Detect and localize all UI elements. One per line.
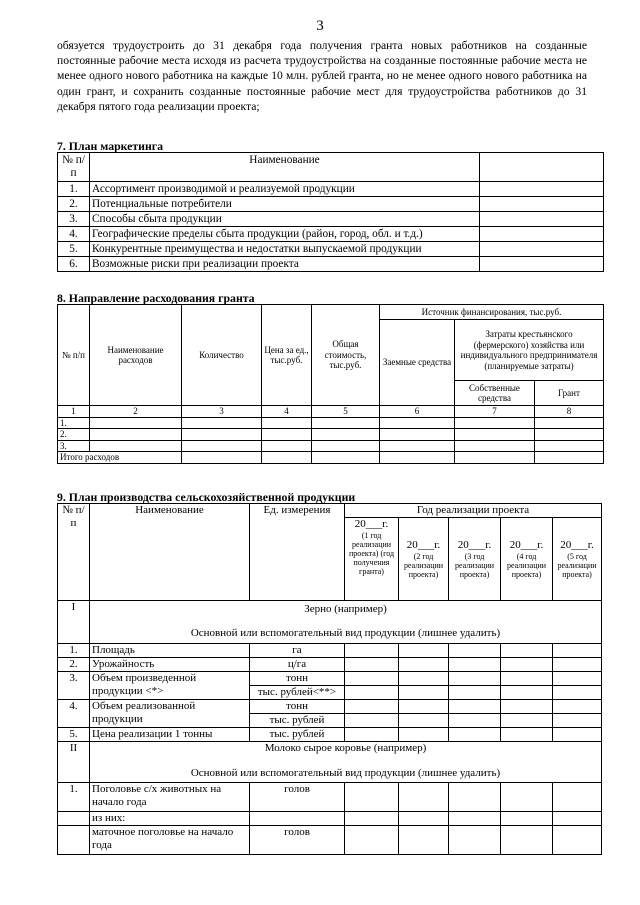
value-cell[interactable] <box>480 227 604 242</box>
group-subtitle: Основной или вспомогательный вид продукции (лишнее удалить) <box>190 767 501 779</box>
value-cell[interactable] <box>455 417 535 429</box>
value-cell[interactable] <box>399 686 449 700</box>
col-header-price: Цена за ед., тыс.руб. <box>262 305 312 406</box>
group-title: Молоко сырое коровье (например) <box>264 742 427 754</box>
table-row <box>58 197 604 212</box>
value-cell[interactable] <box>182 429 262 441</box>
col-number: 1 <box>58 406 90 418</box>
value-cell[interactable] <box>90 429 182 441</box>
value-cell[interactable] <box>399 714 449 728</box>
row-name: Географические пределы сбыта продукции (район, город, обл. и т.д.) <box>90 227 480 242</box>
col-header-total: Общая стоимость, тыс.руб. <box>312 305 380 406</box>
table-row <box>58 658 602 672</box>
value-cell[interactable] <box>345 686 399 700</box>
row-name: Объем реализованной продукции <box>90 700 250 728</box>
col-header-unit: Ед. измерения <box>250 504 345 601</box>
row-unit: тыс. рублей <box>250 714 345 728</box>
value-cell[interactable] <box>345 700 399 714</box>
value-cell[interactable] <box>535 440 604 452</box>
table-row <box>58 417 604 429</box>
year-5-header <box>553 518 602 601</box>
row-unit: тонн <box>250 700 345 714</box>
row-name: Потенциальные потребители <box>90 197 480 212</box>
row-num: 1. <box>58 783 90 812</box>
value-cell[interactable] <box>480 242 604 257</box>
value-cell[interactable] <box>399 783 449 812</box>
group-num: I <box>58 601 90 644</box>
year-note: (3 год реализации проекта) <box>454 552 495 579</box>
table-row <box>58 212 604 227</box>
row-name: из них: <box>90 812 250 826</box>
value-cell[interactable] <box>553 783 602 812</box>
value-cell[interactable] <box>90 440 182 452</box>
col-header-num: № п/п <box>58 153 90 182</box>
value-cell[interactable] <box>449 700 501 714</box>
value-cell[interactable] <box>449 812 501 826</box>
col-header-grant: Грант <box>535 381 604 406</box>
row-num: 4. <box>58 700 90 728</box>
value-cell[interactable] <box>553 658 602 672</box>
row-name: Поголовье с/х животных на начало года <box>90 783 250 812</box>
col-number: 4 <box>262 406 312 418</box>
col-number: 5 <box>312 406 380 418</box>
value-cell[interactable] <box>312 452 380 464</box>
row-unit: га <box>250 644 345 658</box>
col-number: 2 <box>90 406 182 418</box>
value-cell[interactable] <box>501 826 553 855</box>
table-row <box>58 242 604 257</box>
section8-title: 8. Направление расходования гранта <box>57 291 255 305</box>
intro-paragraph <box>57 38 587 114</box>
value-cell[interactable] <box>480 197 604 212</box>
value-cell[interactable] <box>449 644 501 658</box>
row-num <box>58 812 90 826</box>
year-note: (1 год реализации проекта) (год получения гранта) <box>348 531 395 576</box>
page-number: 3 <box>316 18 324 34</box>
value-cell[interactable] <box>262 429 312 441</box>
value-cell[interactable] <box>399 812 449 826</box>
value-cell[interactable] <box>553 700 602 714</box>
value-cell[interactable] <box>399 644 449 658</box>
row-num: 1. <box>58 644 90 658</box>
value-cell[interactable] <box>501 686 553 700</box>
value-cell[interactable] <box>262 452 312 464</box>
value-cell[interactable] <box>90 417 182 429</box>
value-cell[interactable] <box>455 440 535 452</box>
row-num: 2. <box>58 197 90 212</box>
table-row <box>58 227 604 242</box>
col-header-loans: Заемные средства <box>380 320 455 406</box>
value-cell[interactable] <box>380 440 455 452</box>
value-cell[interactable] <box>455 452 535 464</box>
value-cell[interactable] <box>345 783 399 812</box>
year-note: (4 год реализации проекта) <box>506 552 547 579</box>
value-cell[interactable] <box>501 672 553 686</box>
table-row <box>58 672 602 686</box>
value-cell[interactable] <box>449 686 501 700</box>
table-row <box>58 812 602 826</box>
row-num: 6. <box>58 257 90 272</box>
row-num: 2. <box>58 429 90 441</box>
marketing-plan-table <box>57 152 604 272</box>
value-cell[interactable] <box>553 812 602 826</box>
value-cell[interactable] <box>553 672 602 686</box>
col-header-farm: Затраты крестьянского (фермерского) хозяйства или индивидуального предпринимателя (планируемые затраты) <box>455 320 604 381</box>
value-cell[interactable] <box>345 826 399 855</box>
value-cell[interactable] <box>449 728 501 742</box>
value-cell[interactable] <box>553 714 602 728</box>
row-name: Цена реализации 1 тонны <box>90 728 250 742</box>
value-cell[interactable] <box>480 212 604 227</box>
col-number: 6 <box>380 406 455 418</box>
year-label: 20___г. <box>560 539 594 551</box>
row-unit: тыс. рублей<**> <box>250 686 345 700</box>
col-header-qty: Количество <box>182 305 262 406</box>
value-cell[interactable] <box>480 257 604 272</box>
group-subtitle: Основной или вспомогательный вид продукции (лишнее удалить) <box>190 627 501 639</box>
row-name: маточное поголовье на начало года <box>90 826 250 855</box>
group-row <box>58 742 602 783</box>
year-4-header <box>501 518 553 601</box>
row-num: 3. <box>58 440 90 452</box>
year-label: 20___г. <box>354 518 389 530</box>
row-unit: голов <box>250 826 345 855</box>
value-cell[interactable] <box>553 826 602 855</box>
value-cell[interactable] <box>262 417 312 429</box>
group-title-cell <box>90 601 602 644</box>
col-header-num: № п/п <box>58 305 90 406</box>
row-unit: тыс. рублей <box>250 728 345 742</box>
row-num: 1. <box>58 417 90 429</box>
value-cell[interactable] <box>312 417 380 429</box>
value-cell[interactable] <box>312 429 380 441</box>
row-name: Объем произведенной продукции <*> <box>90 672 250 700</box>
row-num: 3. <box>58 672 90 700</box>
row-num: 1. <box>58 182 90 197</box>
value-cell[interactable] <box>345 728 399 742</box>
col-number: 7 <box>455 406 535 418</box>
row-name: Площадь <box>90 644 250 658</box>
value-cell[interactable] <box>501 644 553 658</box>
col-header-years: Год реализации проекта <box>345 504 602 518</box>
total-label: Итого расходов <box>58 452 182 464</box>
row-unit: тонн <box>250 672 345 686</box>
table-row <box>58 783 602 812</box>
value-cell[interactable] <box>455 429 535 441</box>
row-name: Способы сбыта продукции <box>90 212 480 227</box>
table-row <box>58 182 604 197</box>
row-unit <box>250 812 345 826</box>
value-cell[interactable] <box>345 658 399 672</box>
table-header-row <box>58 153 604 182</box>
value-cell[interactable] <box>553 644 602 658</box>
value-cell[interactable] <box>345 812 399 826</box>
value-cell[interactable] <box>399 658 449 672</box>
col-header-name: Наименование <box>90 153 480 182</box>
section9-title: 9. План производства сельскохозяйственной продукции <box>57 490 356 504</box>
row-num: 3. <box>58 212 90 227</box>
row-num: 2. <box>58 658 90 672</box>
value-cell[interactable] <box>501 728 553 742</box>
col-header-own: Собственные средства <box>455 381 535 406</box>
year-label: 20___г. <box>509 539 544 551</box>
table-row <box>58 700 602 714</box>
year-note: (5 год реализации проекта) <box>557 552 597 579</box>
value-cell[interactable] <box>449 714 501 728</box>
column-numbers-row <box>58 406 604 418</box>
year-label: 20___г. <box>457 539 492 551</box>
value-cell[interactable] <box>182 440 262 452</box>
row-name: Конкурентные преимущества и недостатки выпускаемой продукции <box>90 242 480 257</box>
col-header-name: Наименование <box>90 504 250 601</box>
row-num: 5. <box>58 242 90 257</box>
section7-title: 7. План маркетинга <box>57 139 164 153</box>
value-cell[interactable] <box>535 452 604 464</box>
col-header-funding: Источник финансирования, тыс.руб. <box>380 305 604 320</box>
group-num: II <box>58 742 90 783</box>
row-unit: ц/га <box>250 658 345 672</box>
col-number: 3 <box>182 406 262 418</box>
value-cell[interactable] <box>262 440 312 452</box>
table-row <box>58 826 602 855</box>
value-cell[interactable] <box>399 728 449 742</box>
col-header-name: Наименование расходов <box>90 305 182 406</box>
value-cell[interactable] <box>501 812 553 826</box>
value-cell[interactable] <box>380 417 455 429</box>
group-title-cell <box>90 742 602 783</box>
value-cell[interactable] <box>449 783 501 812</box>
value-cell[interactable] <box>312 440 380 452</box>
value-cell <box>480 153 604 182</box>
row-name: Возможные риски при реализации проекта <box>90 257 480 272</box>
value-cell[interactable] <box>553 728 602 742</box>
value-cell[interactable] <box>480 182 604 197</box>
value-cell[interactable] <box>449 672 501 686</box>
year-label: 20___г. <box>406 539 441 551</box>
value-cell[interactable] <box>501 783 553 812</box>
year-3-header <box>449 518 501 601</box>
year-note: (2 год реализации проекта) <box>403 552 444 579</box>
value-cell[interactable] <box>399 700 449 714</box>
value-cell[interactable] <box>399 672 449 686</box>
row-num: 5. <box>58 728 90 742</box>
value-cell[interactable] <box>501 700 553 714</box>
value-cell[interactable] <box>345 714 399 728</box>
value-cell[interactable] <box>501 658 553 672</box>
table-row <box>58 429 604 441</box>
total-row <box>58 452 604 464</box>
intro-text: обязуется трудоустроить до 31 декабря года получения гранта новых работников на созданные постоянные рабочие места исходя из расчета трудоустройства на созданные постоянные рабочие места не менее одного нового работника на каждые 10 млн. рублей гранта, но не менее одного нового работника на один грант, и сохранить созданные постоянные рабочие мест для трудоустройства работников до 31 декабря пятого года реализации проекта; <box>57 39 587 113</box>
grant-spending-table <box>57 304 604 464</box>
group-title: Зерно (например) <box>304 603 387 615</box>
year-2-header <box>399 518 449 601</box>
table-row <box>58 728 602 742</box>
value-cell[interactable] <box>449 826 501 855</box>
year-1-header <box>345 518 399 601</box>
value-cell[interactable] <box>399 826 449 855</box>
table-row <box>58 257 604 272</box>
col-header-num: № п/п <box>58 504 90 601</box>
col-number: 8 <box>535 406 604 418</box>
value-cell[interactable] <box>449 658 501 672</box>
value-cell[interactable] <box>182 417 262 429</box>
row-num <box>58 826 90 855</box>
value-cell[interactable] <box>535 429 604 441</box>
value-cell[interactable] <box>553 686 602 700</box>
table-row <box>58 440 604 452</box>
row-name: Ассортимент производимой и реализуемой продукции <box>90 182 480 197</box>
group-row <box>58 601 602 644</box>
value-cell[interactable] <box>380 452 455 464</box>
row-unit: голов <box>250 783 345 812</box>
value-cell[interactable] <box>380 429 455 441</box>
row-name: Урожайность <box>90 658 250 672</box>
value-cell[interactable] <box>535 417 604 429</box>
row-num: 4. <box>58 227 90 242</box>
production-plan-table <box>57 503 602 855</box>
table-row <box>58 644 602 658</box>
value-cell[interactable] <box>345 644 399 658</box>
value-cell[interactable] <box>182 452 262 464</box>
value-cell[interactable] <box>501 714 553 728</box>
value-cell[interactable] <box>345 672 399 686</box>
